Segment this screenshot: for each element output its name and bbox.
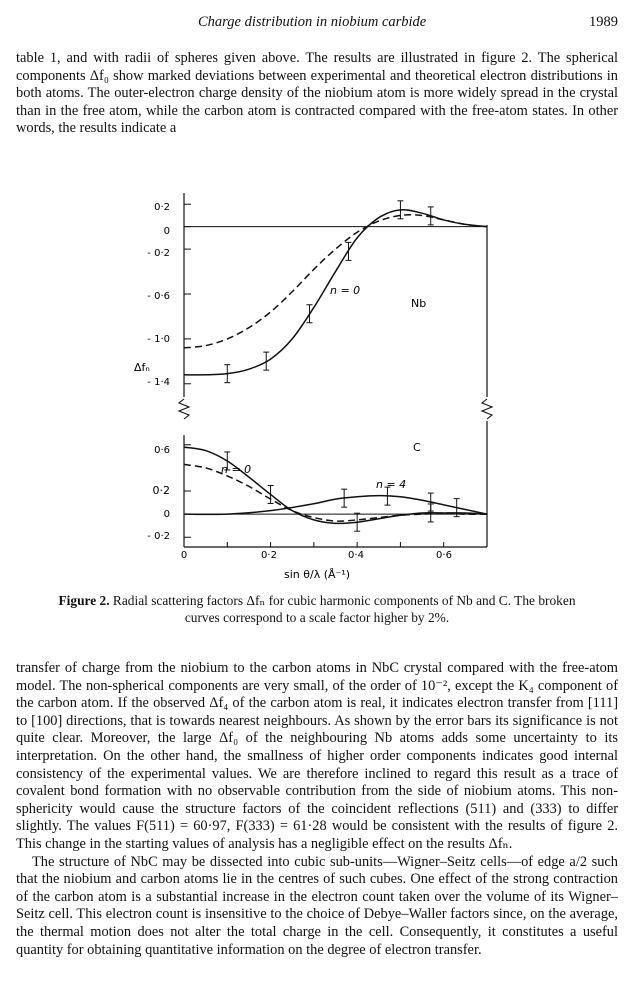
figure-2 (124, 185, 510, 585)
c-curve-label-n0: n = 0 (221, 463, 252, 476)
page-header (0, 14, 634, 34)
c-series-0-solid (184, 447, 487, 523)
y-axis-label: Δfₙ (134, 361, 150, 374)
nb-curve-label: n = 0 (330, 284, 361, 297)
caption-label: Figure 2. (58, 593, 110, 608)
nb-element-label: Nb (411, 297, 427, 310)
nb-series-1-dashed (184, 215, 487, 348)
xtick-3: 0·6 (436, 550, 452, 561)
figure-caption (40, 592, 594, 626)
c-element-label: C (413, 441, 421, 454)
c-ytick-1: 0·2 (152, 484, 170, 497)
nb-ytick-2: - 0·2 (147, 248, 170, 259)
c-ytick-2: 0 (163, 509, 170, 520)
plot-labels (134, 202, 452, 581)
left-axis-break (179, 399, 189, 419)
c-ytick-0: 0·6 (154, 445, 170, 456)
nb-ytick-3: - 0·6 (147, 291, 170, 302)
nb-ytick-1: 0 (163, 226, 170, 237)
caption-text: Radial scattering factors Δfₙ for cubic harmonic components of Nb and C. The broken curves correspond to a scale factor higher by 2%. (112, 593, 576, 625)
running-title: Charge distribution in niobium carbide (198, 14, 427, 30)
nb-ytick-4: - 1·0 (147, 334, 170, 345)
right-axis-break (482, 399, 492, 419)
xtick-2: 0·4 (348, 550, 364, 561)
c-ytick-3: - 0·2 (147, 531, 170, 542)
body-paragraph-1: transfer of charge from the niobium to the carbon atoms in NbC crystal compared with the free-atom model. The non-spherical components are very small, of the order of 10⁻², except the K₄ component of the carbon atom. If the observed Δf₄ of the carbon atom is real, it indicates electron transfer from [111] to [100] directions, that is towards nearest neighbours. As shown by the error bars its significance is not quite clear. Moreover, the large Δf₀ of the neighbouring Nb atoms adds some uncertainty to its interpretation. On the other hand, the smallness of higher order components indicates good internal consistency of the experimental values. We are therefore inclined to regard this result as a trace of covalent bond formation with no observable contribution from the side of niobium atoms. This non-sphericity would cause the structure factors of the coincident reflections (511) and (333) to differ slightly. The values F(511) = 60·97, F(333) = 61·28 would be consistent with the results of figure 2. This change in the starting values of analysis has a negligible effect on the results Δfₙ. (16, 660, 618, 852)
c-curve-label-n4: n = 4 (376, 478, 407, 491)
body-paragraph-top: table 1, and with radii of spheres given above. The results are illustrated in figure 2. The spherical components Δf₀ show marked deviations between experimental and theoretical electron distributions in both atoms. The outer-electron charge density of the niobium atom is more widely spread in the crystal than in the free atom, while the carbon atom is contracted compared with the free-atom states. In other words, the results indicate a (16, 50, 618, 137)
c-series-2-solid (184, 496, 487, 515)
body-bottom (16, 660, 618, 959)
nb-ytick-0: 0·2 (154, 202, 170, 213)
xtick-0: 0 (180, 550, 188, 561)
x-axis-label: sin θ/λ (Å⁻¹) (284, 568, 351, 581)
plot-axes (179, 193, 492, 547)
xtick-1: 0·2 (261, 550, 277, 561)
nb-ytick-5: - 1·4 (147, 377, 170, 388)
body-paragraph-2: The structure of NbC may be dissected into cubic sub-units—Wigner–Seitz cells—of edge a/2 such that the niobium and carbon atoms lie in the centres of such cubes. One effect of the strong contraction of the carbon atom is a substantial increase in the electron count taken over the volume of its Wigner–Seitz cell. This electron count is insensitive to the choice of Debye–Waller factors since, on the average, the thermal motion does not alter the total charge in the cell. Consequently, it constitutes a useful quantity for obtaining quantitative information on the degree of electron transfer. (16, 853, 618, 958)
page-number: 1989 (589, 14, 618, 30)
figure-2-plot (124, 185, 510, 585)
plot-curves (184, 201, 487, 531)
